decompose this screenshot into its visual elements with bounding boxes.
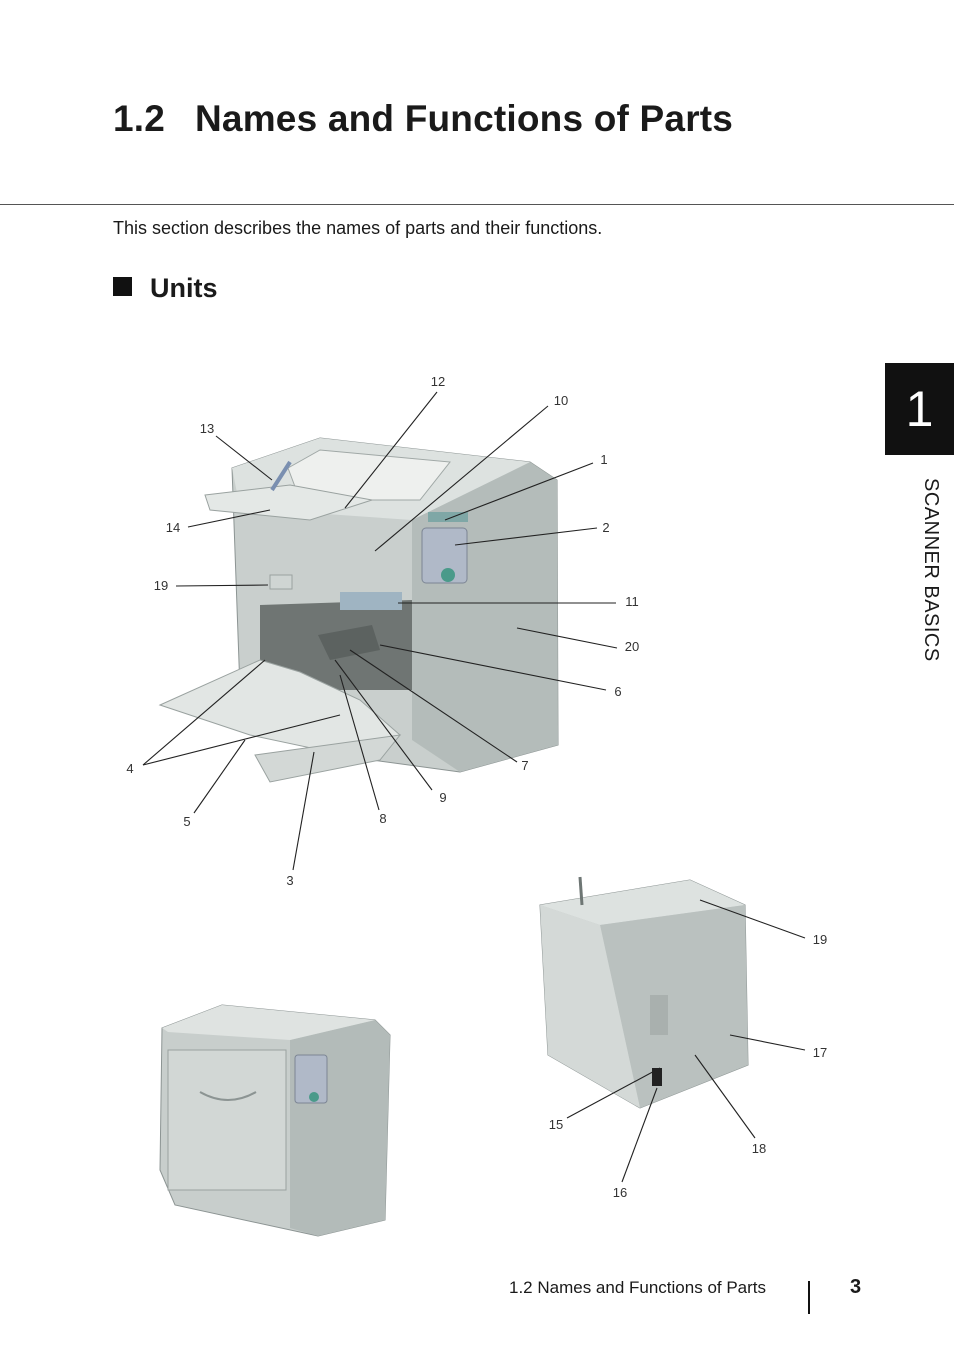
callout-label: 19: [153, 578, 169, 593]
section-number: 1.2: [113, 98, 166, 139]
callout-label: 1: [600, 452, 608, 467]
intro-paragraph: This section describes the names of parts and their functions.: [113, 218, 603, 238]
chapter-tab: 1: [885, 363, 954, 455]
scanner-back-image: [540, 877, 748, 1108]
callout-label: 19: [812, 932, 828, 947]
chapter-side-label: SCANNER BASICS: [920, 478, 942, 662]
callout-label: 3: [286, 873, 294, 888]
callout-label: 7: [521, 758, 529, 773]
callout-label: 14: [165, 520, 181, 535]
callout-label: 4: [126, 761, 134, 776]
footer-section-title: 1.2 Names and Functions of Parts: [509, 1278, 767, 1297]
callout-label: 8: [379, 811, 387, 826]
callout-label: 5: [183, 814, 191, 829]
callout-label: 18: [751, 1141, 767, 1156]
footer-divider: [808, 1281, 810, 1314]
scanner-closed-image: [160, 1005, 390, 1236]
callout-label: 6: [614, 684, 622, 699]
callout-label: 11: [625, 594, 639, 609]
callout-label: 13: [199, 421, 215, 436]
callout-label: 10: [553, 393, 569, 408]
callout-label: 16: [612, 1185, 628, 1200]
section-title: Names and Functions of Parts: [195, 98, 734, 139]
callout-label: 15: [548, 1117, 564, 1132]
units-heading-text: Units: [150, 273, 218, 303]
callout-label: 20: [624, 639, 640, 654]
callout-label: 17: [812, 1045, 828, 1060]
callout-label: 2: [602, 520, 610, 535]
callout-label: 9: [439, 790, 447, 805]
page-number: 3: [850, 1276, 862, 1298]
callout-label: 12: [430, 374, 446, 389]
